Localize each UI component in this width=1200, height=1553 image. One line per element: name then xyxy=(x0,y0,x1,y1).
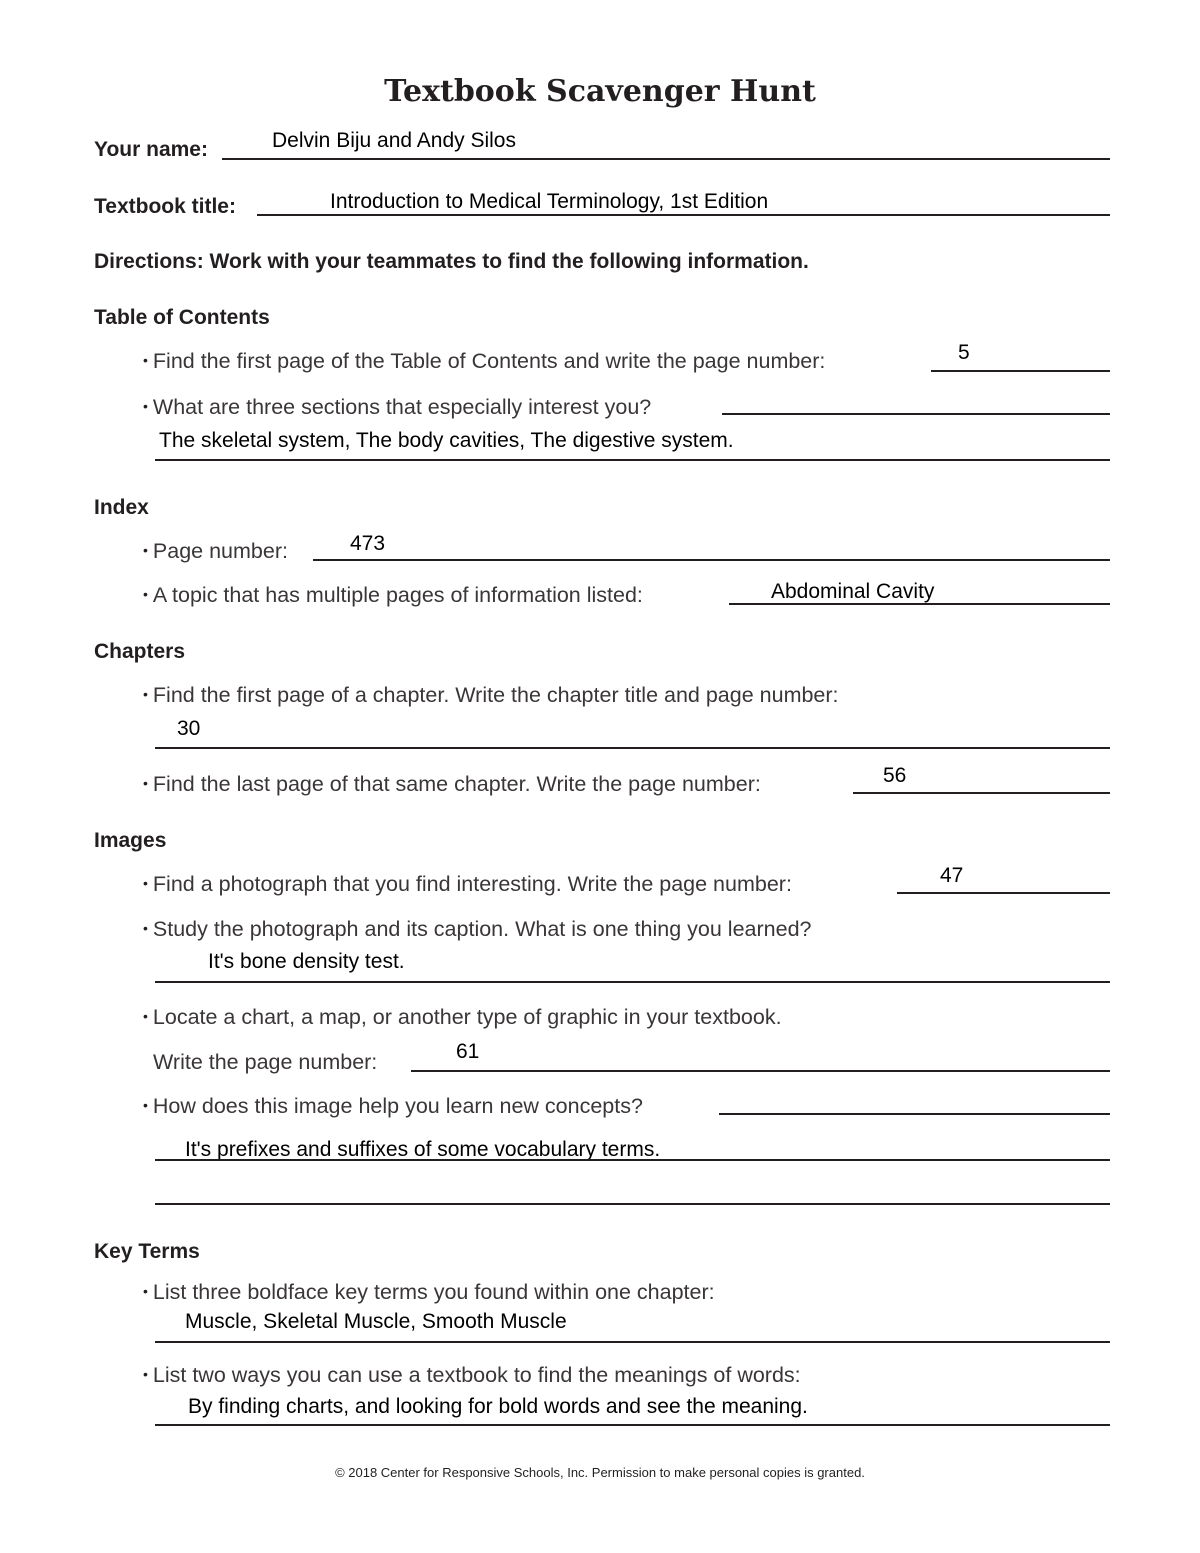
toc-a1-line xyxy=(931,370,1110,372)
images-question-1 xyxy=(143,872,792,897)
keyterms-answer-1[interactable]: Muscle, Skeletal Muscle, Smooth Muscle xyxy=(185,1310,567,1333)
bullet: • xyxy=(143,686,148,702)
images-answer-1[interactable]: 47 xyxy=(940,864,964,887)
images-question-3 xyxy=(143,1005,782,1030)
toc-q1-text: Find the first page of the Table of Contents and write the page number: xyxy=(152,349,826,373)
bullet: • xyxy=(143,1097,148,1113)
textbook-label: Textbook title: xyxy=(94,195,236,218)
chapters-q2-text: Find the last page of that same chapter. Write the page number: xyxy=(152,772,761,796)
toc-answer-2[interactable]: The skeletal system, The body cavities, The digestive system. xyxy=(159,429,734,452)
chapters-answer-1[interactable]: 30 xyxy=(177,717,201,740)
keyterms-question-1 xyxy=(143,1280,715,1305)
keyterms-heading: Key Terms xyxy=(94,1240,200,1263)
bullet: • xyxy=(143,875,148,891)
index-question-2 xyxy=(143,583,643,608)
images-question-2 xyxy=(143,917,812,942)
images-a4-line xyxy=(155,1159,1110,1161)
images-question-4 xyxy=(143,1094,643,1119)
images-q1-text: Find a photograph that you find interesting. Write the page number: xyxy=(152,872,792,896)
toc-question-2 xyxy=(143,395,651,420)
keyterms-a2-line xyxy=(155,1424,1110,1426)
toc-a2-line xyxy=(155,459,1110,461)
toc-answer-1[interactable]: 5 xyxy=(958,341,970,364)
chapters-a1-line xyxy=(155,747,1110,749)
keyterms-question-2 xyxy=(143,1363,801,1388)
name-label: Your name: xyxy=(94,138,208,161)
copyright-footer: © 2018 Center for Responsive Schools, Inc. Permission to make personal copies is granted. xyxy=(335,1465,865,1480)
index-heading: Index xyxy=(94,496,149,519)
chapters-question-1 xyxy=(143,683,839,708)
name-answer[interactable]: Delvin Biju and Andy Silos xyxy=(272,129,516,152)
index-answer-2[interactable]: Abdominal Cavity xyxy=(771,580,935,603)
bullet: • xyxy=(143,398,148,414)
chapters-answer-2[interactable]: 56 xyxy=(883,764,907,787)
keyterms-q2-text: List two ways you can use a textbook to find the meanings of words: xyxy=(152,1363,801,1387)
bullet: • xyxy=(143,920,148,936)
index-q1-text: Page number: xyxy=(152,539,288,563)
images-q3-text: Locate a chart, a map, or another type of graphic in your textbook. xyxy=(152,1005,782,1029)
keyterms-q1-text: List three boldface key terms you found within one chapter: xyxy=(152,1280,715,1304)
images-a3-line xyxy=(411,1070,1110,1072)
textbook-line xyxy=(257,214,1110,216)
index-q2-text: A topic that has multiple pages of information listed: xyxy=(152,583,643,607)
chapters-q1-text: Find the first page of a chapter. Write the chapter title and page number: xyxy=(152,683,839,707)
bullet: • xyxy=(143,775,148,791)
images-answer-3[interactable]: 61 xyxy=(456,1040,480,1063)
bullet: • xyxy=(143,1366,148,1382)
images-answer-4[interactable]: It's prefixes and suffixes of some vocabulary terms. xyxy=(185,1138,661,1161)
keyterms-answer-2[interactable]: By finding charts, and looking for bold words and see the meaning. xyxy=(188,1395,808,1418)
images-q4-line xyxy=(719,1113,1110,1115)
toc-q2-line xyxy=(722,413,1110,415)
bullet: • xyxy=(143,542,148,558)
images-a4-line-2 xyxy=(155,1203,1110,1205)
bullet: • xyxy=(143,1008,148,1024)
bullet: • xyxy=(143,1283,148,1299)
bullet: • xyxy=(143,586,148,602)
bullet: • xyxy=(143,352,148,368)
toc-heading: Table of Contents xyxy=(94,306,270,329)
chapters-heading: Chapters xyxy=(94,640,186,663)
images-q4-text: How does this image help you learn new concepts? xyxy=(152,1094,643,1118)
index-answer-1[interactable]: 473 xyxy=(350,532,386,555)
chapters-a2-line xyxy=(853,792,1110,794)
keyterms-a1-line xyxy=(155,1341,1110,1343)
toc-question-1 xyxy=(143,349,825,374)
images-a2-line xyxy=(155,981,1110,983)
name-line xyxy=(222,158,1110,160)
images-heading: Images xyxy=(94,829,167,852)
toc-q2-text: What are three sections that especially interest you? xyxy=(152,395,652,419)
index-a1-line xyxy=(313,559,1110,561)
directions: Directions: Work with your teammates to find the following information. xyxy=(94,250,809,273)
images-q2-text: Study the photograph and its caption. What is one thing you learned? xyxy=(152,917,812,941)
index-question-1 xyxy=(143,539,288,564)
images-answer-2[interactable]: It's bone density test. xyxy=(208,950,405,973)
textbook-answer[interactable]: Introduction to Medical Terminology, 1st Edition xyxy=(330,190,769,213)
images-q3b-text: Write the page number: xyxy=(153,1050,378,1074)
chapters-question-2 xyxy=(143,772,761,797)
images-a1-line xyxy=(897,892,1110,894)
page-title: Textbook Scavenger Hunt xyxy=(384,74,816,109)
